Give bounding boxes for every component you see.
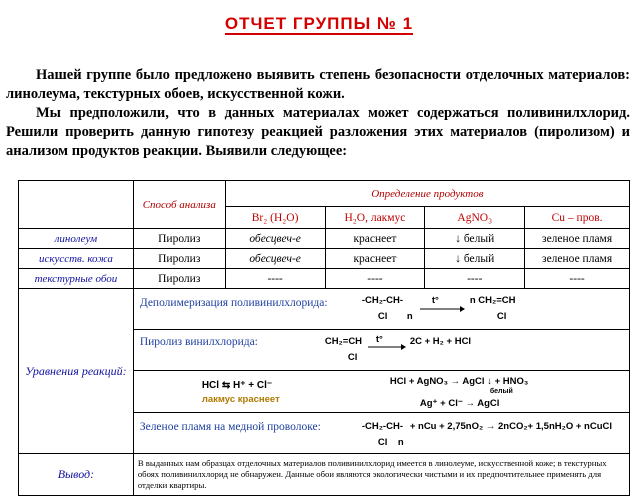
row-method: Пиролиз [133, 249, 225, 269]
row-cell: ---- [425, 269, 525, 289]
hypothesis-paragraph: Мы предположили, что в данных материалах может содержаться поливинилхлорид. Решили проверить данную гипотезу реакцией разложения этих материалов (пиролизом) и анализом продуктов реакции. Выявили следующее: [6, 105, 630, 159]
row-cell: обесцвеч-е [225, 249, 325, 269]
eq1-cl2: Cl [496, 311, 507, 322]
col-header-agno3: AgNO₃ [425, 207, 525, 229]
row-cell: ---- [225, 269, 325, 289]
eq4-formula-left: -CH₂-CH- [361, 421, 403, 432]
conclusion-text: В выданных нам образцах отделочных материалов поливинилхлорид имеется в линолеуме, искусственной коже; в текстурных обоях поливинилхлорид не обнаружен. Данные обои являются экологически чистыми и их предпочтительнее применять для отделки квартиры. [133, 454, 629, 496]
intro-paragraph: Нашей группе было предложено выявить степень безопасности отделочных материалов: линолеума, текстурных обоев, искусственной кожи. [6, 67, 630, 102]
eq1-formula-left: -CH₂-CH- [361, 295, 403, 306]
eq3-left-note: лакмус краснеет [201, 393, 280, 405]
col-header-br2: Br₂ (H₂O) [225, 207, 325, 229]
eq3-right2: Ag⁺ + Cl⁻ → AgCl [419, 397, 500, 409]
eq4-cl: Cl [377, 437, 388, 448]
row-cell: зеленое пламя [525, 249, 630, 269]
table-row [19, 269, 630, 289]
row-cell: ---- [325, 269, 425, 289]
eq2-cl: Cl [347, 352, 358, 363]
eq2-formula-left: CH₂=CH [324, 336, 363, 347]
eq1-formula-right: n CH₂=CH [469, 295, 516, 306]
eq2-text: Пиролиз винилхлорида: [139, 336, 258, 348]
col-header-cu: Cu – пров. [525, 207, 630, 229]
row-label: линолеум [19, 229, 134, 249]
eq1-arrow-label: t° [431, 295, 439, 306]
header-row-1 [19, 181, 630, 207]
row-label: искусств. кожа [19, 249, 134, 269]
eq1-n: n [406, 311, 413, 322]
equations-label: Уравнения реакций: [19, 289, 134, 454]
row-cell: ↓ белый [425, 249, 525, 269]
conclusion-row [19, 454, 630, 496]
conclusion-label: Вывод: [19, 454, 134, 496]
row-label: текстурные обои [19, 269, 134, 289]
eq4-right: + nCu + 2,75nO₂ → 2nCO₂+ 1,5nH₂O + nCuCl [409, 421, 613, 432]
eq3-left: HCl ⇆ H⁺ + Cl⁻ [201, 379, 273, 391]
eq1-text: Деполимеризация поливинилхлорида: [139, 297, 328, 309]
eq4-n: n [397, 437, 404, 448]
eq4-text: Зеленое пламя на медной проволоке: [139, 421, 321, 433]
row-cell: ---- [525, 269, 630, 289]
row-cell: краснеет [325, 249, 425, 269]
row-method: Пиролиз [133, 229, 225, 249]
method-header: Способ анализа [133, 181, 225, 229]
eq3-right-note: белый [489, 387, 513, 395]
products-header: Определение продуктов [225, 181, 629, 207]
eq1-cl: Cl [377, 311, 388, 322]
col-header-water-litmus: H₂O, лакмус [325, 207, 425, 229]
eq1-arrow-icon [420, 306, 465, 312]
page-title: ОТЧЕТ ГРУППЫ № 1 [224, 14, 414, 33]
eq2-arrow-icon [368, 344, 406, 350]
row-cell: зеленое пламя [525, 229, 630, 249]
eq2-right: 2C + H₂ + HCl [409, 336, 472, 347]
eq3-right1: HCl + AgNO₃ → AgCl ↓ + HNO₃ [389, 375, 529, 387]
equation-row-depolymerization [19, 289, 630, 330]
eq2-arrow-label: t° [375, 334, 383, 345]
row-cell: краснеет [325, 229, 425, 249]
row-cell: обесцвеч-е [225, 229, 325, 249]
header-empty-cell [19, 181, 134, 229]
results-table [18, 180, 630, 496]
row-method: Пиролиз [133, 269, 225, 289]
table-row [19, 249, 630, 269]
table-row [19, 229, 630, 249]
row-cell: ↓ белый [425, 229, 525, 249]
